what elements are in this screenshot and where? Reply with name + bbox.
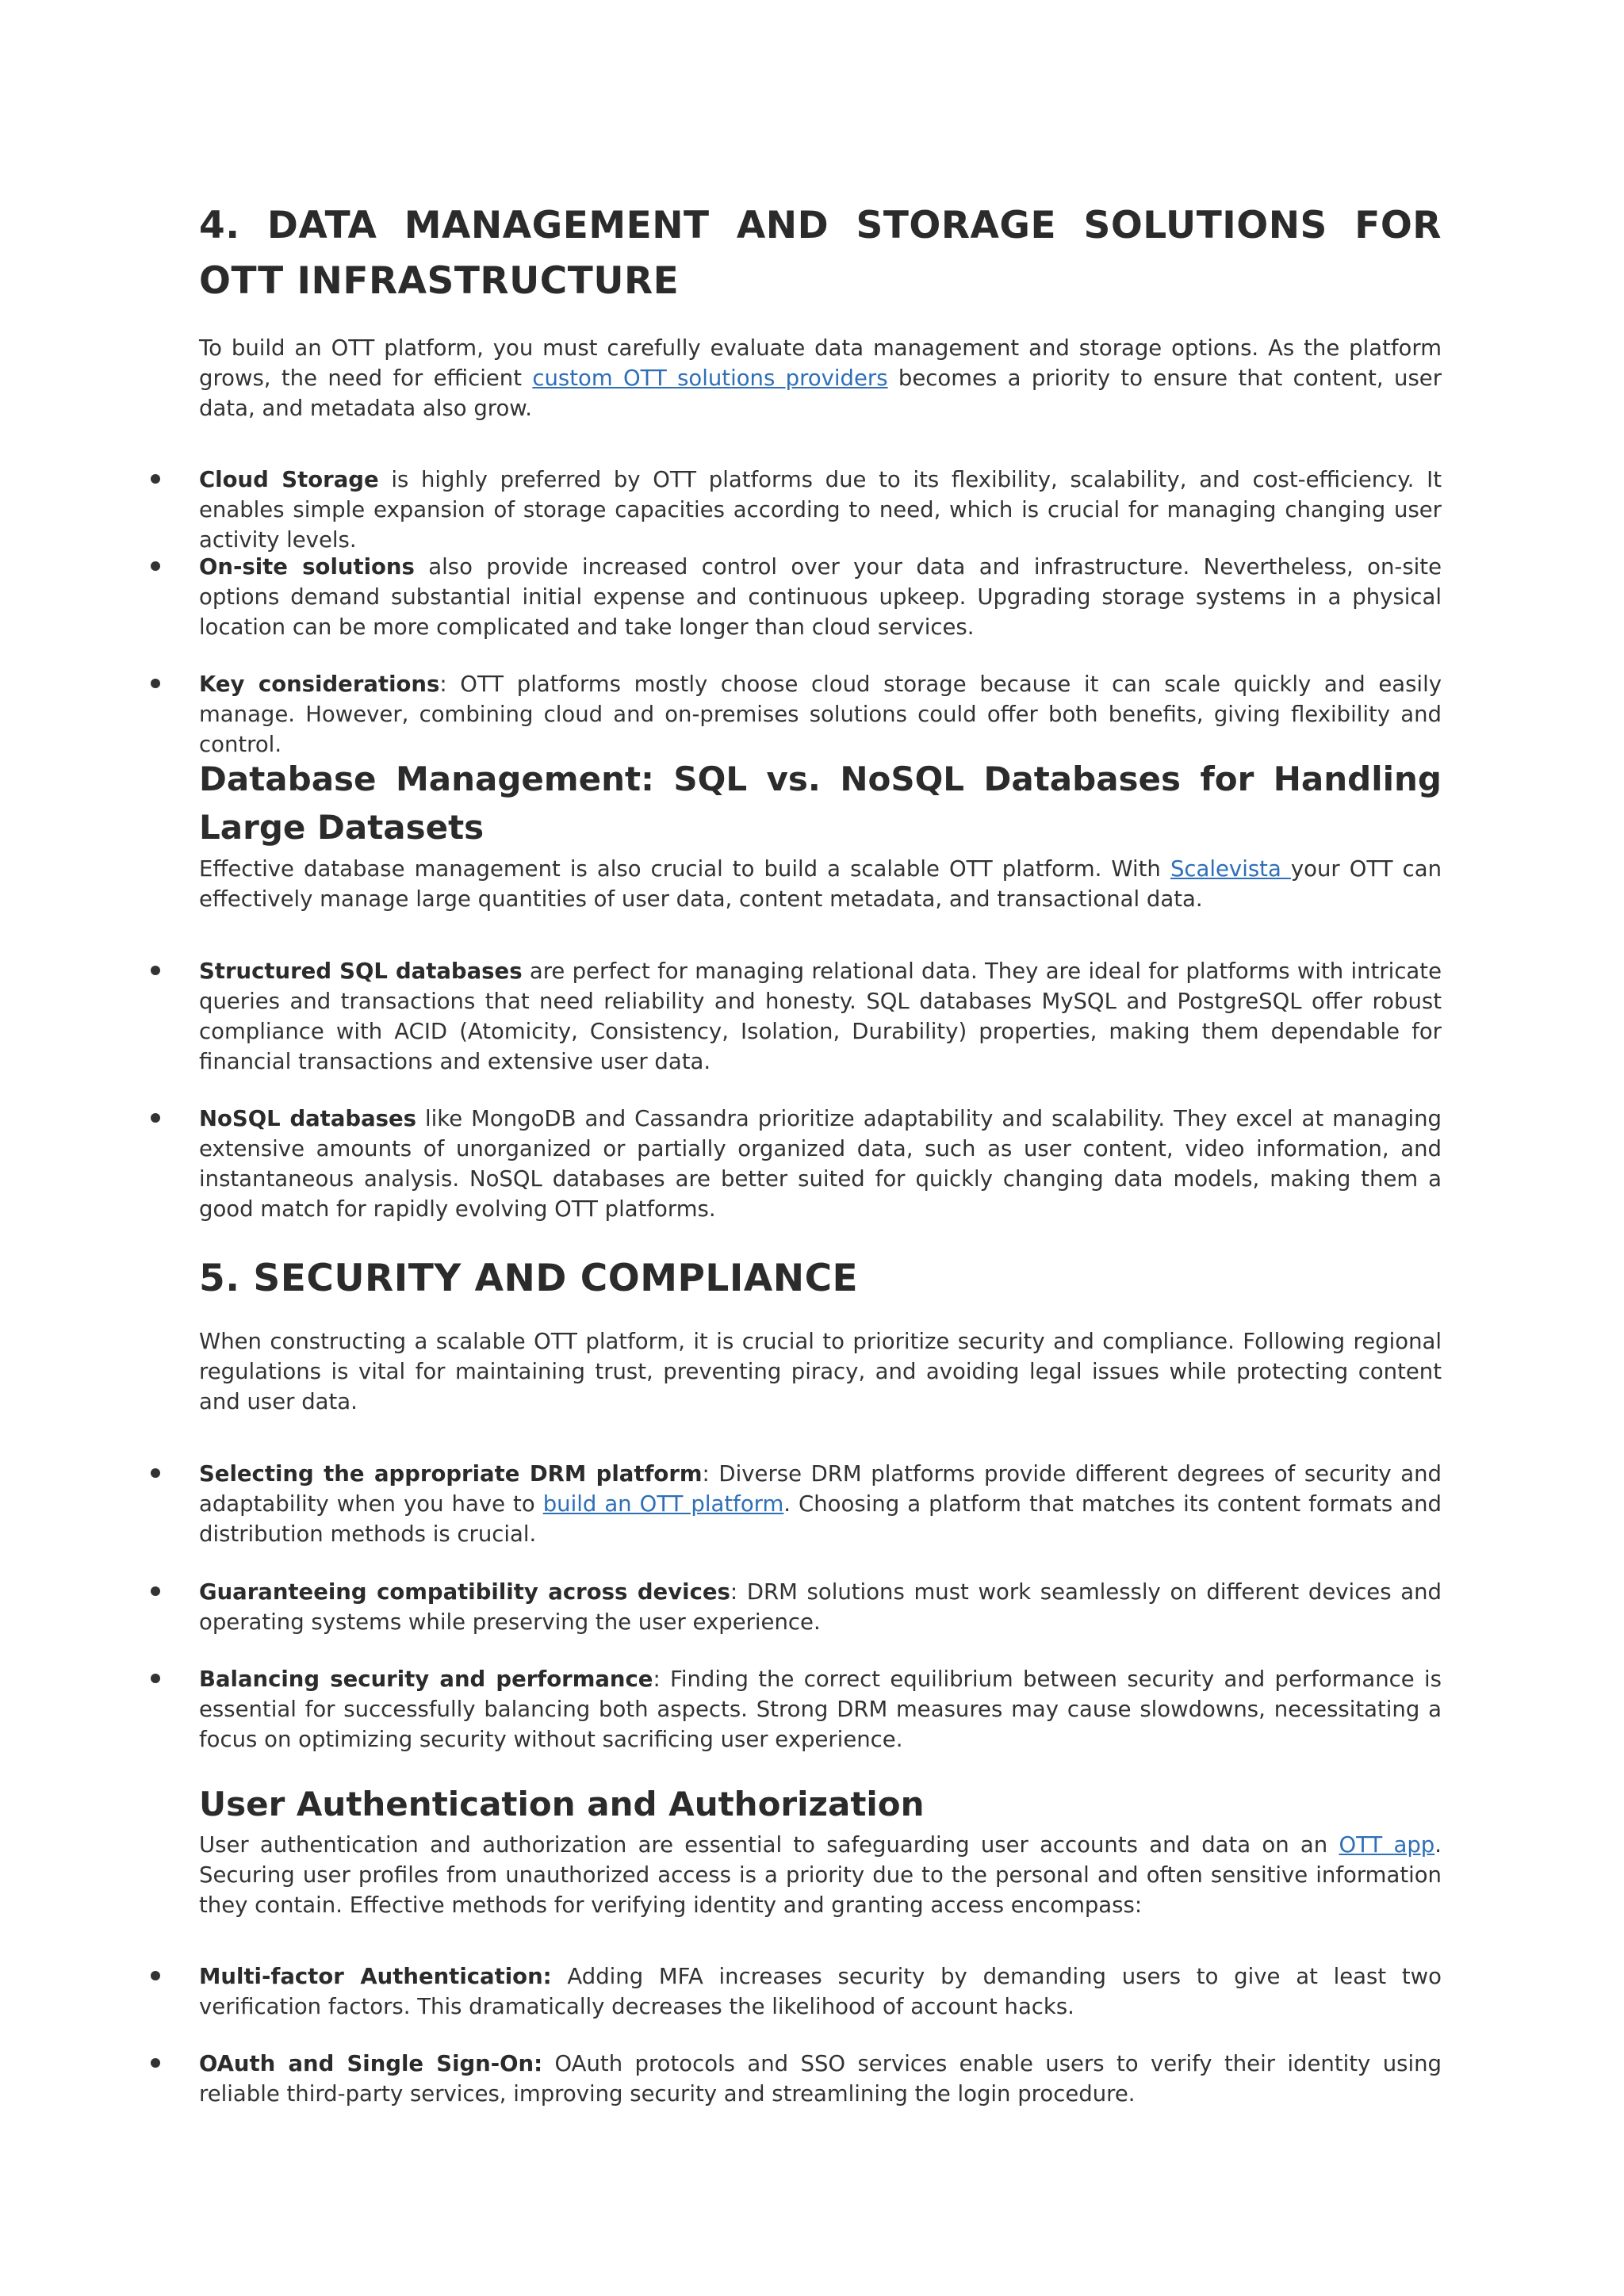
database-heading: Database Management: SQL vs. NoSQL Databases for Handling Large Datasets bbox=[199, 760, 1442, 847]
intro-text: User authentication and authorization are essential to safeguarding user accounts and data on an bbox=[199, 1832, 1339, 1858]
intro-text: becomes a priority to ensure that content, user data, and metadata also grow. bbox=[199, 365, 1442, 421]
bullet-text: OAuth protocols and SSO services enable users to verify their identity using reliable third-party services, improving security and streamlining the login procedure. bbox=[199, 2051, 1442, 2107]
bullet-title: Guaranteeing compatibility across devices bbox=[199, 1579, 730, 1605]
bullet-text: : Diverse DRM platforms provide different degrees of security and adaptability when you have to bbox=[199, 1461, 1442, 1517]
bullet-text: : OTT platforms mostly choose cloud storage because it can scale quickly and easily manage. However, combining cloud and on-premises solutions could offer both benefits, giving flexibility and control. bbox=[199, 672, 1442, 757]
section-4-heading: 4. DATA MANAGEMENT AND STORAGE SOLUTIONS FOR OTT INFRASTRUCTURE bbox=[199, 204, 1442, 303]
auth-heading: User Authentication and Authorization bbox=[199, 1785, 925, 1823]
bullet-icon bbox=[151, 474, 160, 484]
bullet-icon bbox=[151, 1674, 160, 1683]
build-ott-platform-link[interactable]: build an OTT platform bbox=[542, 1491, 784, 1517]
bullet-title: Selecting the appropriate DRM platform bbox=[199, 1461, 703, 1487]
database-intro bbox=[199, 854, 1442, 914]
list-item-device-compatibility bbox=[199, 1577, 1442, 1637]
bullet-text: : Finding the correct equilibrium between security and performance is essential for successfully balancing both aspects. Strong DRM measures may cause slowdowns, necessitating a focus on optimizing security without sacrificing user experience. bbox=[199, 1667, 1442, 1752]
bullet-text: are perfect for managing relational data. They are ideal for platforms with intricate queries and transactions that need reliability and honesty. SQL databases MySQL and PostgreSQL offer robust compliance with ACID (Atomicity, Consistency, Isolation, Durability) properties, making them dependable for financial transactions and extensive user data. bbox=[199, 959, 1442, 1074]
section-4-intro bbox=[199, 333, 1442, 423]
list-item-cloud-storage bbox=[199, 465, 1442, 555]
scalevista-link[interactable]: Scalevista bbox=[1170, 856, 1291, 882]
intro-text: your OTT can effectively manage large quantities of user data, content metadata, and transactional data. bbox=[199, 856, 1442, 912]
ott-app-link[interactable]: OTT app bbox=[1339, 1832, 1435, 1858]
bullet-text: . Choosing a platform that matches its content formats and distribution methods is crucial. bbox=[199, 1491, 1442, 1547]
list-item-mfa bbox=[199, 1961, 1442, 2022]
intro-text: Effective database management is also crucial to build a scalable OTT platform. With bbox=[199, 856, 1170, 882]
list-item-sql-databases bbox=[199, 956, 1442, 1077]
intro-text: . Securing user profiles from unauthorized access is a priority due to the personal and often sensitive information they contain. Effective methods for verifying identity and granting access encompass: bbox=[199, 1832, 1442, 1918]
bullet-title: Cloud Storage bbox=[199, 467, 379, 492]
bullet-icon bbox=[151, 561, 160, 571]
bullet-icon bbox=[151, 1468, 160, 1478]
bullet-title: Key considerations bbox=[199, 672, 440, 697]
list-item-security-performance bbox=[199, 1664, 1442, 1755]
custom-ott-solutions-link[interactable]: custom OTT solutions providers bbox=[532, 365, 888, 391]
bullet-text: is highly preferred by OTT platforms due to its flexibility, scalability, and cost-efficiency. It enables simple expansion of storage capacities according to need, which is crucial for managing changing user activity levels. bbox=[199, 467, 1442, 553]
bullet-text: Adding MFA increases security by demanding users to give at least two verification factors. This dramatically decreases the likelihood of account hacks. bbox=[199, 1964, 1442, 2019]
bullet-title: On-site solutions bbox=[199, 554, 415, 580]
bullet-title: Structured SQL databases bbox=[199, 959, 523, 984]
bullet-icon bbox=[151, 2058, 160, 2068]
list-item-oauth-sso bbox=[199, 2049, 1442, 2109]
bullet-text: also provide increased control over your data and infrastructure. Nevertheless, on-site options demand substantial initial expense and continuous upkeep. Upgrading storage systems in a physical location can be more complicated and take longer than cloud services. bbox=[199, 554, 1442, 640]
bullet-text: like MongoDB and Cassandra prioritize adaptability and scalability. They excel at managing extensive amounts of unorganized or partially organized data, such as user content, video information, and instantaneous analysis. NoSQL databases are better suited for quickly changing data models, making them a good match for rapidly evolving OTT platforms. bbox=[199, 1106, 1442, 1222]
section-5-intro: When constructing a scalable OTT platform, it is crucial to prioritize security and compliance. Following regional regulations is vital for maintaining trust, preventing piracy, and avoiding legal issues while protecting content and user data. bbox=[199, 1329, 1442, 1414]
bullet-icon bbox=[151, 679, 160, 688]
bullet-title: NoSQL databases bbox=[199, 1106, 417, 1131]
auth-intro bbox=[199, 1830, 1442, 1920]
list-item-key-considerations bbox=[199, 669, 1442, 760]
bullet-icon bbox=[151, 1971, 160, 1980]
list-item-drm-platform bbox=[199, 1459, 1442, 1549]
bullet-icon bbox=[151, 966, 160, 975]
bullet-title: Balancing security and performance bbox=[199, 1667, 653, 1692]
bullet-icon bbox=[151, 1586, 160, 1596]
list-item-on-site-solutions bbox=[199, 552, 1442, 642]
bullet-title: OAuth and Single Sign-On: bbox=[199, 2051, 543, 2076]
bullet-title: Multi-factor Authentication: bbox=[199, 1964, 552, 1989]
section-5-heading: 5. SECURITY AND COMPLIANCE bbox=[199, 1257, 859, 1300]
list-item-nosql-databases bbox=[199, 1104, 1442, 1224]
intro-text: To build an OTT platform, you must carefully evaluate data management and storage options. As the platform grows, the need for efficient bbox=[199, 335, 1442, 391]
bullet-text: : DRM solutions must work seamlessly on different devices and operating systems while preserving the user experience. bbox=[199, 1579, 1442, 1635]
bullet-icon bbox=[151, 1113, 160, 1123]
